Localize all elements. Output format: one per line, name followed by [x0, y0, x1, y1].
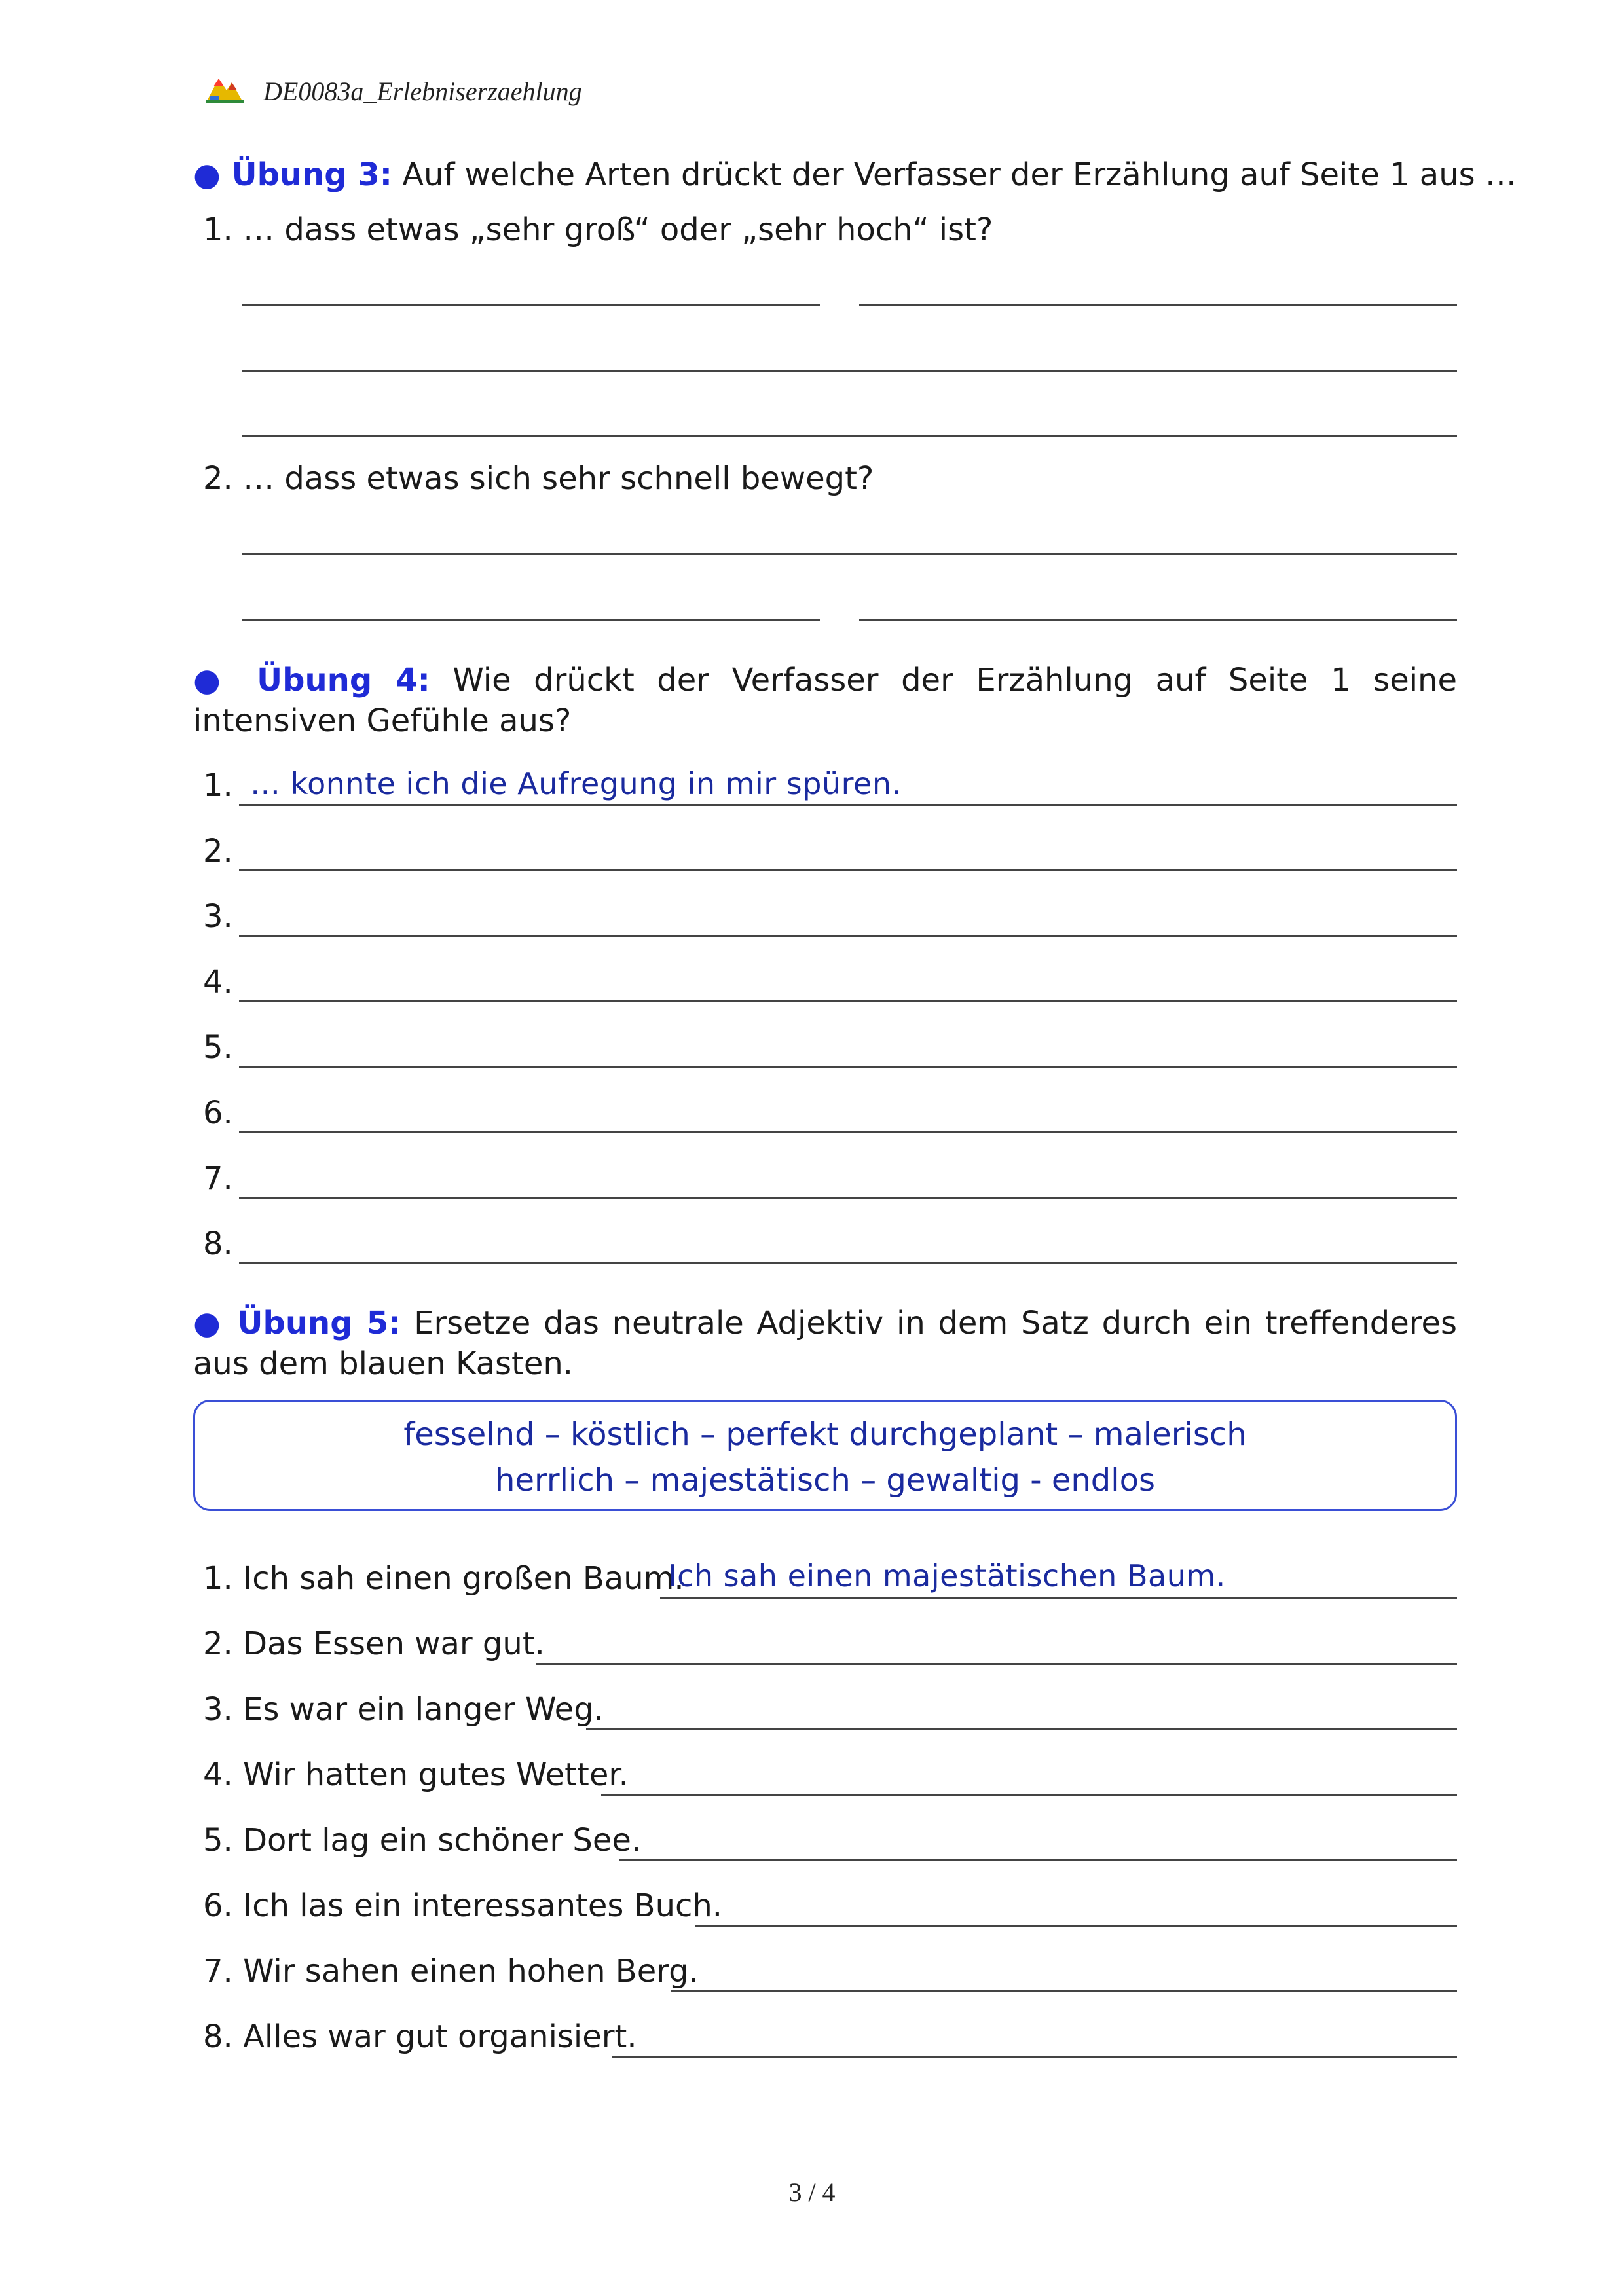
exercise4-heading: ● Übung 4: Wie drückt der Verfasser der Erzählung auf Seite 1 seine intensiven Gefühle aus? — [193, 662, 1458, 739]
exercise5-sentence: 4. Wir hatten gutes Wetter. — [203, 1757, 629, 1793]
exercise5-prompt: Ersetze das neutrale Adjektiv in dem Satz durch ein treffenderes aus dem blauen Kasten. — [193, 1305, 1457, 1382]
exercise5-sentence: 6. Ich las ein interessantes Buch. — [203, 1887, 723, 1924]
answer-line[interactable] — [239, 869, 1457, 871]
answer-line[interactable] — [239, 804, 1457, 806]
exercise5-tag: Übung 5: — [237, 1305, 401, 1341]
word-box-line: fesselnd – köstlich – perfekt durchgeplant – malerisch — [403, 1416, 1247, 1453]
answer-line[interactable] — [242, 619, 820, 621]
word-box-line: herrlich – majestätisch – gewaltig - endlos — [495, 1462, 1155, 1499]
answer-line[interactable] — [242, 370, 1457, 372]
answer-line[interactable] — [239, 935, 1457, 937]
answer-line[interactable] — [239, 1131, 1457, 1133]
exercise5-sentence: 3. Es war ein langer Weg. — [203, 1691, 604, 1728]
answer-line[interactable] — [671, 1990, 1457, 1992]
answer-line[interactable] — [239, 1262, 1457, 1264]
list-item-number: 8. — [203, 1226, 233, 1262]
answer-line[interactable] — [695, 1925, 1457, 1927]
answer-line[interactable] — [859, 304, 1457, 306]
document-title: DE0083a_Erlebniserzaehlung — [263, 77, 582, 106]
answer-line[interactable] — [242, 304, 820, 306]
answer-line[interactable] — [242, 553, 1457, 555]
mountain-logo-icon — [204, 71, 245, 105]
answer-line[interactable] — [601, 1794, 1457, 1796]
exercise5-sentence: 5. Dort lag ein schöner See. — [203, 1822, 642, 1859]
list-item-number: 1. — [203, 767, 233, 804]
answer-line[interactable] — [536, 1663, 1457, 1665]
handwritten-answer: … konnte ich die Aufregung in mir spüren. — [250, 766, 902, 801]
list-item-number: 3. — [203, 898, 233, 935]
exercise4-tag: Übung 4: — [257, 662, 430, 699]
answer-line[interactable] — [239, 1066, 1457, 1068]
exercise3-prompt: Auf welche Arten drückt der Verfasser der Erzählung auf Seite 1 aus … — [402, 156, 1517, 193]
list-item-number: 7. — [203, 1160, 233, 1197]
exercise3-tag: Übung 3: — [231, 156, 392, 193]
answer-line[interactable] — [242, 435, 1457, 437]
exercise4-prompt: Wie drückt der Verfasser der Erzählung auf Seite 1 seine intensiven Gefühle aus? — [193, 662, 1458, 739]
list-item-number: 4. — [203, 964, 233, 1000]
exercise5-heading: ● Übung 5: Ersetze das neutrale Adjektiv in dem Satz durch ein treffenderes aus dem blauen Kasten. — [193, 1305, 1457, 1382]
answer-line[interactable] — [239, 1197, 1457, 1199]
exercise5-sentence: 1. Ich sah einen großen Baum. — [203, 1560, 684, 1597]
answer-line[interactable] — [660, 1597, 1457, 1599]
answer-line[interactable] — [239, 1000, 1457, 1002]
list-item-number: 6. — [203, 1095, 233, 1131]
exercise3-heading: ● Übung 3: Auf welche Arten drückt der Verfasser der Erzählung auf Seite 1 aus … — [193, 156, 1517, 193]
exercise3-question: 2. … dass etwas sich sehr schnell bewegt? — [203, 460, 874, 497]
word-box — [193, 1400, 1457, 1511]
list-item-number: 2. — [203, 833, 233, 869]
list-item-number: 5. — [203, 1029, 233, 1066]
answer-line[interactable] — [612, 2056, 1457, 2058]
exercise5-sentence: 7. Wir sahen einen hohen Berg. — [203, 1953, 699, 1990]
answer-line[interactable] — [859, 619, 1457, 621]
page-number: 3 / 4 — [788, 2178, 836, 2207]
answer-line[interactable] — [586, 1728, 1457, 1730]
exercise5-sentence: 2. Das Essen war gut. — [203, 1626, 545, 1662]
answer-line[interactable] — [619, 1859, 1457, 1861]
handwritten-answer: Ich sah einen majestätischen Baum. — [668, 1558, 1226, 1594]
exercise5-sentence: 8. Alles war gut organisiert. — [203, 2018, 637, 2055]
exercise3-question: 1. … dass etwas „sehr groß“ oder „sehr hoch“ ist? — [203, 211, 993, 248]
